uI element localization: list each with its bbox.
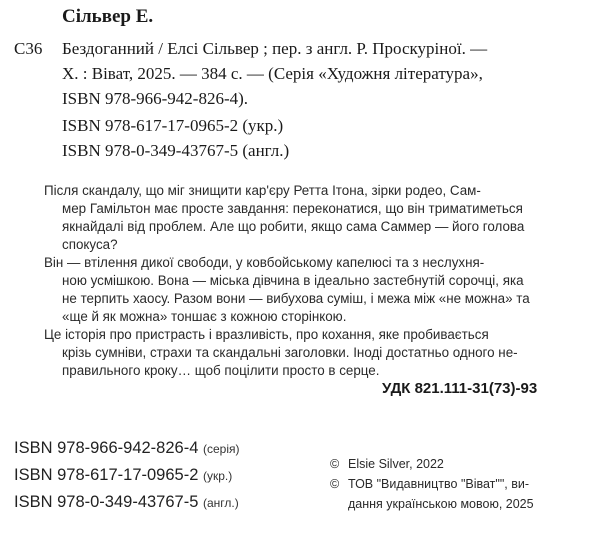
isbn-note: (укр.) [202,469,233,483]
copyright-publisher [330,477,529,491]
annotation-line: Він — втілення дикої свободи, у ковбойському капелюсі та з неслухня- [44,255,485,270]
copyright-author-text: Elsie Silver, 2022 [348,457,444,471]
annotation-line: «ще й як можна» тоншає з кожною сторінкою. [62,309,347,324]
copyright-symbol: © [330,457,340,471]
annotation-line: Після скандалу, що міг знищити кар'єру Ретта Ітона, зірки родео, Сам- [44,183,481,198]
bib-line: Бездоганний / Елсі Сільвер ; пер. з англ. Р. Проскуріної. — [62,39,488,58]
isbn-bottom-series [14,439,239,458]
isbn-top-eng: ISBN 978-0-349-43767-5 (англ.) [62,141,290,160]
copyright-symbol: © [330,477,340,491]
author-name: Сільвер Е. [62,6,154,27]
annotation-line: Це історія про пристрасть і вразливість, про кохання, яке пробивається [44,327,489,342]
copyright-publisher-cont: дання українською мовою, 2025 [348,497,534,511]
copyright-publisher-text: ТОВ "Видавництво "Віват"", ви- [348,477,530,491]
annotation-line: правильного кроку… щоб поцілити просто в серце. [62,363,380,378]
copyright-author [330,457,444,471]
annotation-line: мер Гамільтон має просте завдання: переконатися, що він триматиметься [62,201,523,216]
annotation-line: спокуса? [62,237,118,252]
annotation-line: крізь сумніви, страхи та скандальні заголовки. Іноді достатньо одного не- [62,345,518,360]
bib-line: ISBN 978-966-942-826-4). [62,89,249,108]
isbn-bottom-ukr [14,466,232,485]
isbn-bottom-eng [14,493,239,512]
bib-line: Х. : Віват, 2025. — 384 с. — (Серія «Художня література», [62,64,483,83]
catalog-code: С36 [14,39,43,58]
isbn-note: (англ.) [202,496,239,510]
isbn-number: ISBN 978-0-349-43767-5 [14,493,199,511]
isbn-note: (серія) [202,442,240,456]
isbn-top-ukr: ISBN 978-617-17-0965-2 (укр.) [62,116,284,135]
annotation-line: якнайдалі від проблем. Але що робити, якщо сама Саммер — його голова [62,219,525,234]
isbn-number: ISBN 978-617-17-0965-2 [14,466,199,484]
isbn-number: ISBN 978-966-942-826-4 [14,439,199,457]
annotation-line: не терпить хаосу. Разом вони — вибухова суміш, і межа між «не можна» та [62,291,530,306]
udk-code: УДК 821.111-31(73)-93 [382,380,538,397]
annotation-line: ною усмішкою. Вона — міська дівчина в ідеально застебнутій сорочці, яка [62,273,524,288]
